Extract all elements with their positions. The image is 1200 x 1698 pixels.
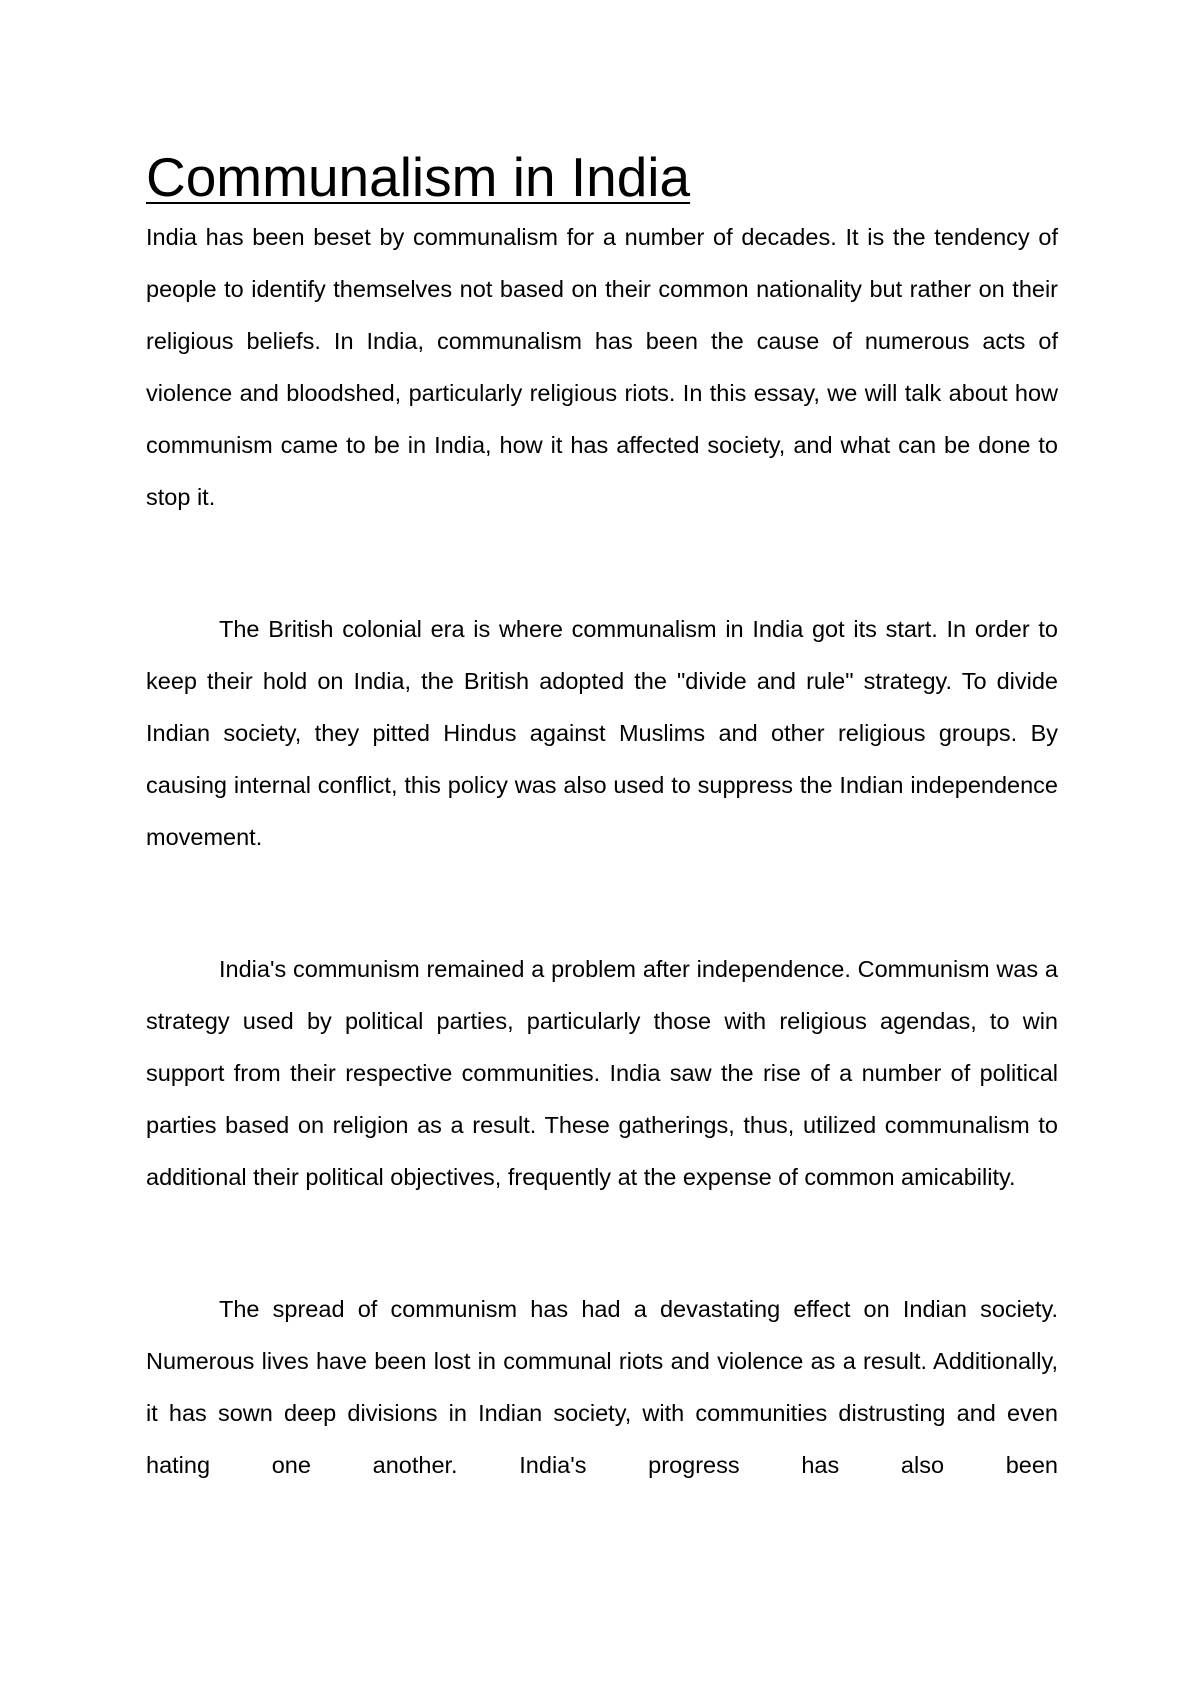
document-body <box>146 145 1058 1491</box>
paragraph-introduction: India has been beset by communalism for a number of decades. It is the tendency of people to identify themselves not based on their common nationality but rather on their religious beliefs. In India, communalism has been the cause of numerous acts of violence and bloodshed, particularly religious riots. In this essay, we will talk about how communism came to be in India, how it has affected society, and what can be done to stop it. <box>146 224 1058 510</box>
paragraph-effects-on-society: The spread of communism has had a devastating effect on Indian society. Numerous lives have been lost in communal riots and violence as a result. Additionally, it has sown deep divisions in Indian society, with communities distrusting and even hating one another. India's progress has also been <box>146 1296 1058 1478</box>
paragraph-british-colonial-era: The British colonial era is where communalism in India got its start. In order to keep their hold on India, the British adopted the "divide and rule" strategy. To divide Indian society, they pitted Hindus against Muslims and other religious groups. By causing internal conflict, this policy was also used to suppress the Indian independence movement. <box>146 616 1058 850</box>
paragraph-spacer <box>146 863 1058 943</box>
document-title: Communalism in India <box>146 146 691 208</box>
paragraph-spacer <box>146 1203 1058 1283</box>
paragraph-spacer <box>146 523 1058 603</box>
paragraph-after-independence: India's communism remained a problem after independence. Communism was a strategy used by political parties, particularly those with religious agendas, to win support from their respective communities. India saw the rise of a number of political parties based on religion as a result. These gatherings, thus, utilized communalism to additional their political objectives, frequently at the expense of common amicability. <box>146 956 1058 1190</box>
